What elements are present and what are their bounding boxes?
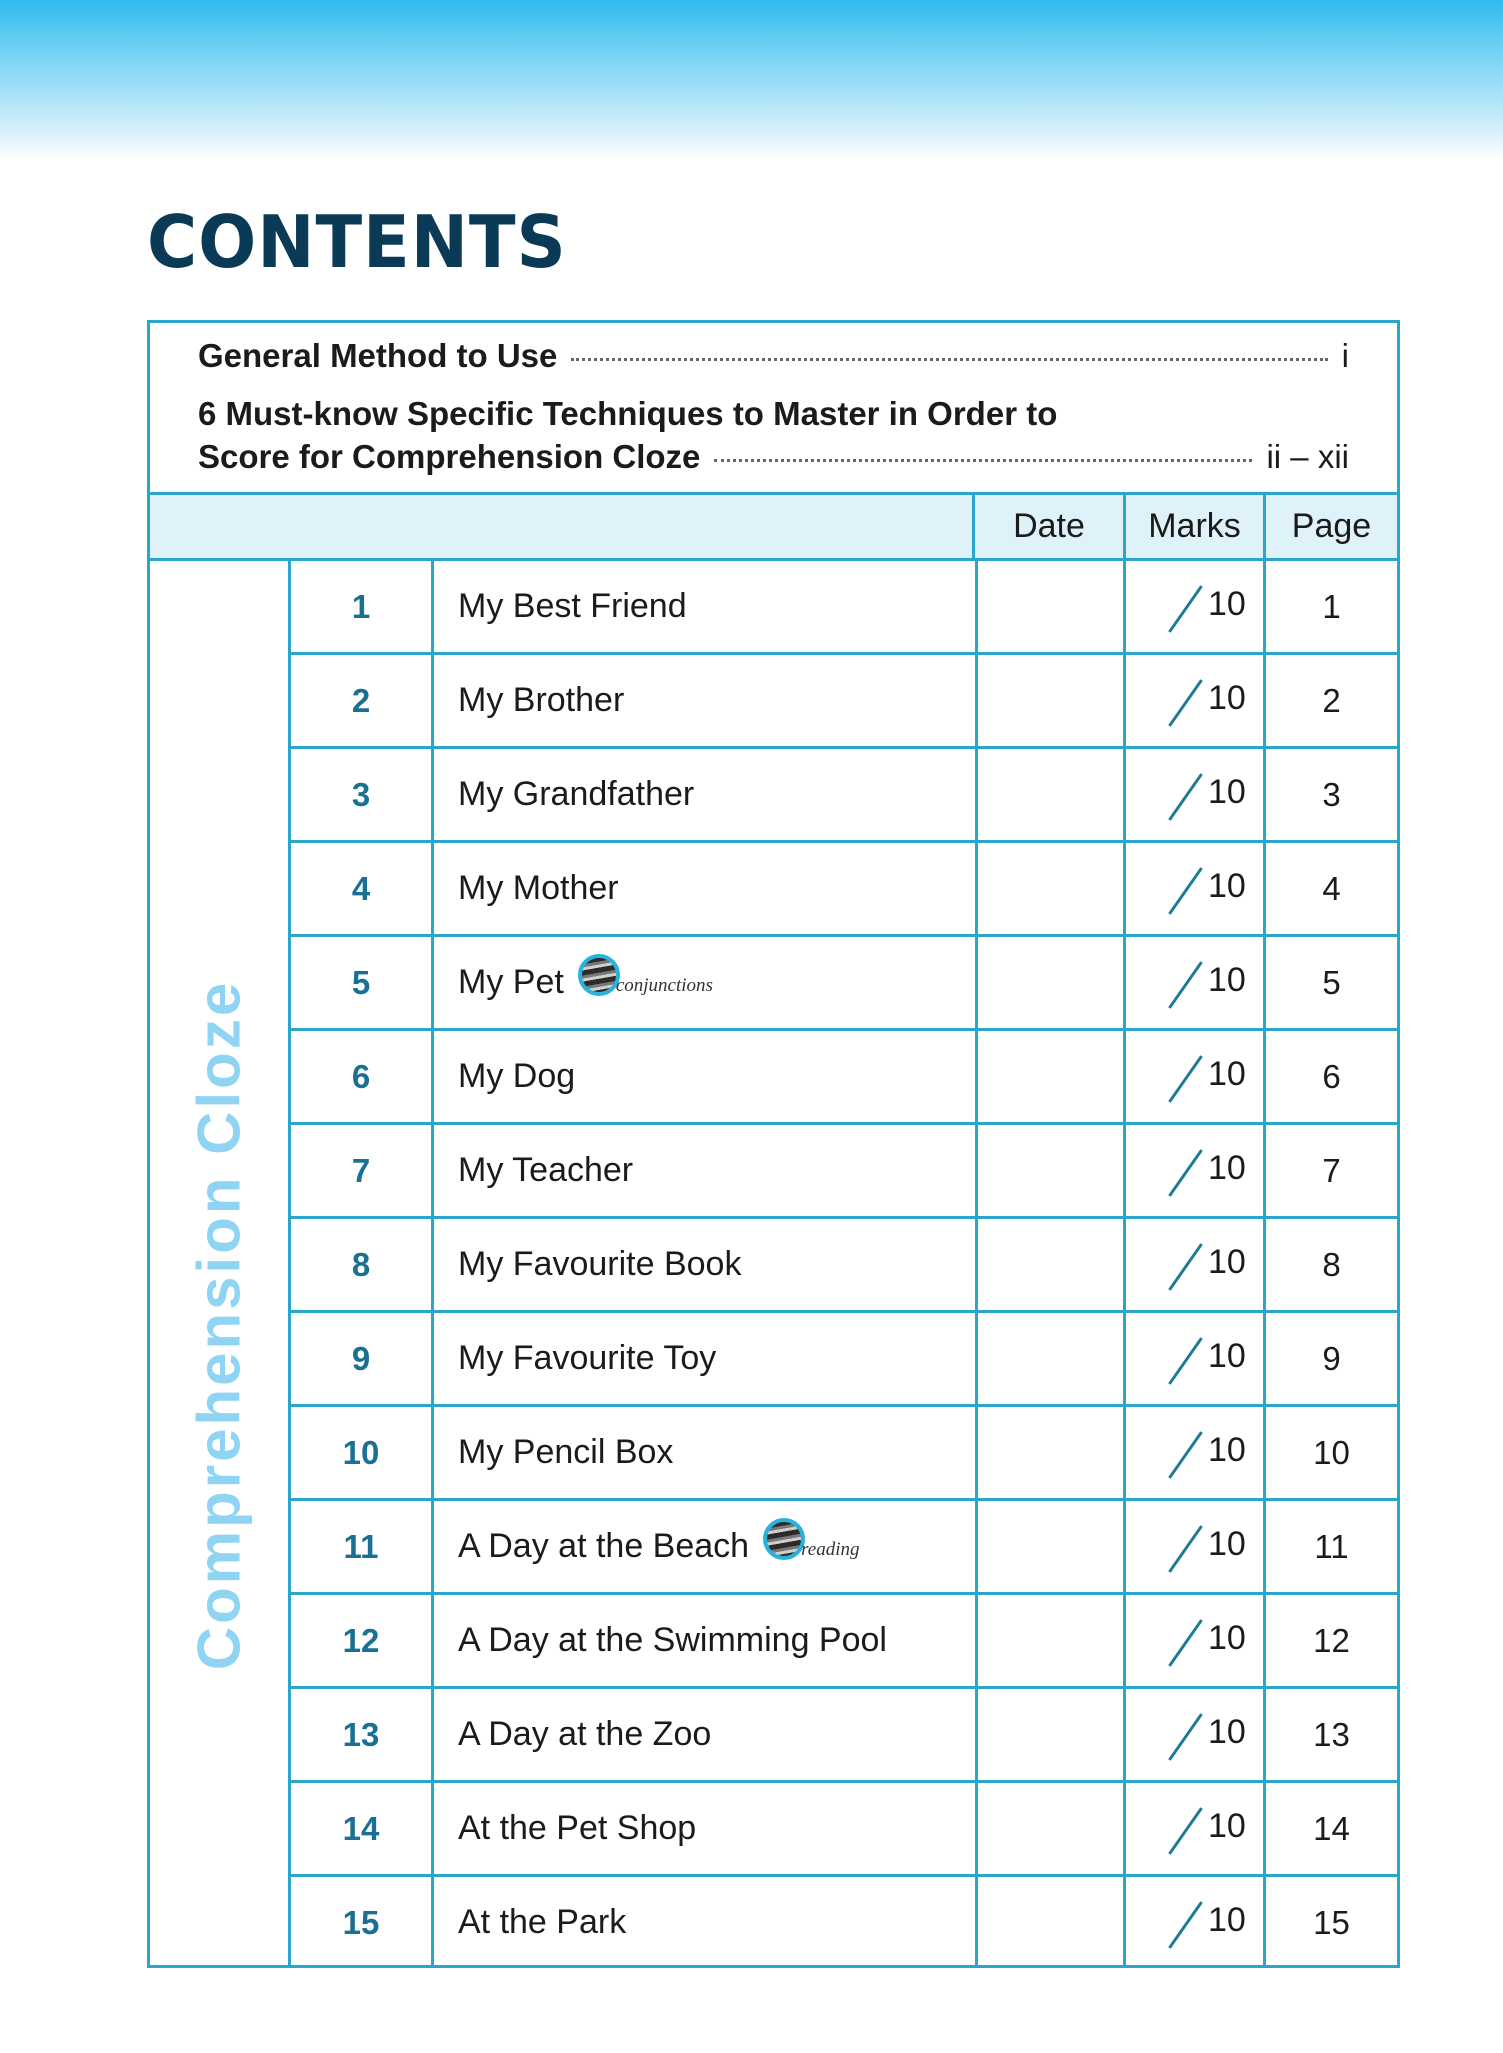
table-row[interactable] bbox=[291, 1125, 1397, 1219]
topic-badge bbox=[578, 954, 718, 1014]
table-row[interactable] bbox=[291, 1877, 1397, 1971]
row-title: My Teacher bbox=[458, 1151, 634, 1189]
date-field[interactable] bbox=[975, 1877, 1123, 1968]
slash-icon bbox=[1168, 1713, 1203, 1761]
row-title-cell bbox=[431, 1125, 975, 1216]
slash-icon bbox=[1168, 1337, 1203, 1385]
row-title: At the Pet Shop bbox=[458, 1809, 697, 1847]
row-number: 3 bbox=[351, 776, 371, 813]
intro-section bbox=[150, 323, 1397, 492]
column-header-marks: Marks bbox=[1123, 495, 1263, 558]
row-number: 14 bbox=[342, 1810, 380, 1847]
date-field[interactable] bbox=[975, 655, 1123, 746]
row-title: My Pet bbox=[458, 963, 564, 1001]
row-number: 15 bbox=[342, 1904, 380, 1941]
date-field[interactable] bbox=[975, 1219, 1123, 1310]
date-field[interactable] bbox=[975, 937, 1123, 1028]
row-title-cell bbox=[431, 1031, 975, 1122]
table-row[interactable] bbox=[291, 1031, 1397, 1125]
row-title: At the Park bbox=[458, 1903, 627, 1941]
table-row[interactable] bbox=[291, 561, 1397, 655]
marks-field[interactable] bbox=[1123, 1219, 1263, 1310]
row-title-cell bbox=[431, 937, 975, 1028]
table-body bbox=[291, 561, 1397, 1971]
date-field[interactable] bbox=[975, 843, 1123, 934]
table-row[interactable] bbox=[291, 843, 1397, 937]
slash-icon bbox=[1168, 1431, 1203, 1479]
row-page: 11 bbox=[1263, 1501, 1397, 1592]
slash-icon bbox=[1168, 1525, 1203, 1573]
marks-out-of: 10 bbox=[1208, 1807, 1246, 1845]
slash-icon bbox=[1168, 867, 1203, 915]
slash-icon bbox=[1168, 585, 1203, 633]
marks-field[interactable] bbox=[1123, 1313, 1263, 1404]
row-number: 13 bbox=[342, 1716, 380, 1753]
slash-icon bbox=[1168, 1619, 1203, 1667]
marks-field[interactable] bbox=[1123, 1783, 1263, 1874]
slash-icon bbox=[1168, 1055, 1203, 1103]
date-field[interactable] bbox=[975, 1407, 1123, 1498]
row-number: 9 bbox=[351, 1340, 371, 1377]
intro-item-general-method[interactable] bbox=[198, 337, 1349, 375]
contents-table bbox=[147, 320, 1400, 1968]
row-number: 5 bbox=[351, 964, 371, 1001]
marks-out-of: 10 bbox=[1208, 867, 1246, 905]
topic-badge bbox=[763, 1518, 903, 1578]
marks-out-of: 10 bbox=[1208, 1901, 1246, 1939]
row-title: My Brother bbox=[458, 681, 625, 719]
dot-leader bbox=[714, 459, 1252, 462]
row-title: My Favourite Book bbox=[458, 1245, 742, 1283]
date-field[interactable] bbox=[975, 749, 1123, 840]
slash-icon bbox=[1168, 1243, 1203, 1291]
row-number: 6 bbox=[351, 1058, 371, 1095]
row-title: My Pencil Box bbox=[458, 1433, 674, 1471]
date-field[interactable] bbox=[975, 561, 1123, 652]
table-row[interactable] bbox=[291, 1783, 1397, 1877]
row-page: 2 bbox=[1263, 655, 1397, 746]
header-gradient-band bbox=[0, 0, 1503, 160]
date-field[interactable] bbox=[975, 1313, 1123, 1404]
row-number: 7 bbox=[351, 1152, 371, 1189]
marks-field[interactable] bbox=[1123, 1501, 1263, 1592]
intro-item-techniques-line2[interactable] bbox=[198, 438, 1349, 476]
intro-item-page: i bbox=[1341, 337, 1349, 374]
marks-out-of: 10 bbox=[1208, 1525, 1246, 1563]
table-row[interactable] bbox=[291, 1501, 1397, 1595]
column-header-page: Page bbox=[1263, 495, 1397, 558]
row-title: My Grandfather bbox=[458, 775, 695, 813]
row-title: My Dog bbox=[458, 1057, 576, 1095]
intro-item-page: ii – xii bbox=[1266, 438, 1349, 475]
marks-out-of: 10 bbox=[1208, 773, 1246, 811]
marks-field[interactable] bbox=[1123, 655, 1263, 746]
row-page: 15 bbox=[1263, 1877, 1397, 1968]
row-page: 13 bbox=[1263, 1689, 1397, 1780]
row-title-cell bbox=[431, 1689, 975, 1780]
row-page: 9 bbox=[1263, 1313, 1397, 1404]
slash-icon bbox=[1168, 679, 1203, 727]
row-title: My Mother bbox=[458, 869, 619, 907]
table-row[interactable] bbox=[291, 655, 1397, 749]
row-number: 11 bbox=[343, 1528, 379, 1565]
table-row[interactable] bbox=[291, 937, 1397, 1031]
date-field[interactable] bbox=[975, 1689, 1123, 1780]
row-title: A Day at the Beach bbox=[458, 1527, 750, 1565]
marks-field[interactable] bbox=[1123, 1689, 1263, 1780]
row-title-cell bbox=[431, 561, 975, 652]
row-number: 1 bbox=[351, 588, 371, 625]
row-number: 4 bbox=[351, 870, 371, 907]
slash-icon bbox=[1168, 1901, 1203, 1949]
column-header-date: Date bbox=[972, 495, 1123, 558]
marks-field[interactable] bbox=[1123, 749, 1263, 840]
row-page: 8 bbox=[1263, 1219, 1397, 1310]
table-header-row bbox=[150, 492, 1397, 561]
marks-out-of: 10 bbox=[1208, 1713, 1246, 1751]
marks-field[interactable] bbox=[1123, 1407, 1263, 1498]
row-number: 8 bbox=[351, 1246, 371, 1283]
dot-leader bbox=[571, 358, 1327, 361]
row-title-cell bbox=[431, 843, 975, 934]
row-title-cell bbox=[431, 1595, 975, 1686]
row-title: A Day at the Swimming Pool bbox=[458, 1621, 887, 1659]
section-label-cell bbox=[150, 561, 291, 1965]
marks-field[interactable] bbox=[1123, 937, 1263, 1028]
row-number: 2 bbox=[351, 682, 371, 719]
section-label: Comprehension Cloze bbox=[185, 979, 253, 1671]
page-title: CONTENTS bbox=[147, 200, 567, 284]
marks-out-of: 10 bbox=[1208, 679, 1246, 717]
marks-field[interactable] bbox=[1123, 843, 1263, 934]
row-page: 3 bbox=[1263, 749, 1397, 840]
row-title: A Day at the Zoo bbox=[458, 1715, 712, 1753]
table-row[interactable] bbox=[291, 1689, 1397, 1783]
row-title-cell bbox=[431, 749, 975, 840]
row-page: 14 bbox=[1263, 1783, 1397, 1874]
row-title: My Favourite Toy bbox=[458, 1339, 717, 1377]
marks-out-of: 10 bbox=[1208, 1055, 1246, 1093]
topic-badge-label: reading bbox=[801, 1539, 860, 1561]
slash-icon bbox=[1168, 1149, 1203, 1197]
row-page: 10 bbox=[1263, 1407, 1397, 1498]
table-row[interactable] bbox=[291, 1313, 1397, 1407]
date-field[interactable] bbox=[975, 1595, 1123, 1686]
book-stack-icon bbox=[763, 1518, 805, 1560]
slash-icon bbox=[1168, 961, 1203, 1009]
table-row[interactable] bbox=[291, 1595, 1397, 1689]
table-row[interactable] bbox=[291, 1219, 1397, 1313]
row-number: 10 bbox=[342, 1434, 380, 1471]
row-page: 6 bbox=[1263, 1031, 1397, 1122]
table-row[interactable] bbox=[291, 749, 1397, 843]
row-page: 1 bbox=[1263, 561, 1397, 652]
marks-field[interactable] bbox=[1123, 1595, 1263, 1686]
row-title-cell bbox=[431, 1501, 975, 1592]
marks-out-of: 10 bbox=[1208, 961, 1246, 999]
slash-icon bbox=[1168, 773, 1203, 821]
row-page: 4 bbox=[1263, 843, 1397, 934]
row-title: My Best Friend bbox=[458, 587, 687, 625]
date-field[interactable] bbox=[975, 1501, 1123, 1592]
marks-out-of: 10 bbox=[1208, 1149, 1246, 1187]
book-stack-icon bbox=[578, 954, 620, 996]
row-title-cell bbox=[431, 655, 975, 746]
intro-item-label: Score for Comprehension Cloze bbox=[198, 438, 701, 475]
intro-item-label: 6 Must-know Specific Techniques to Master in Order to bbox=[198, 395, 1058, 432]
marks-out-of: 10 bbox=[1208, 1337, 1246, 1375]
row-title-cell bbox=[431, 1219, 975, 1310]
date-field[interactable] bbox=[975, 1783, 1123, 1874]
row-number: 12 bbox=[342, 1622, 380, 1659]
marks-field[interactable] bbox=[1123, 1877, 1263, 1968]
row-page: 5 bbox=[1263, 937, 1397, 1028]
marks-out-of: 10 bbox=[1208, 1431, 1246, 1469]
marks-out-of: 10 bbox=[1208, 1243, 1246, 1281]
intro-item-techniques-line1[interactable] bbox=[198, 395, 1349, 433]
date-field[interactable] bbox=[975, 1031, 1123, 1122]
row-page: 12 bbox=[1263, 1595, 1397, 1686]
marks-out-of: 10 bbox=[1208, 1619, 1246, 1657]
table-row[interactable] bbox=[291, 1407, 1397, 1501]
slash-icon bbox=[1168, 1807, 1203, 1855]
marks-field[interactable] bbox=[1123, 1125, 1263, 1216]
row-title-cell bbox=[431, 1783, 975, 1874]
row-title-cell bbox=[431, 1313, 975, 1404]
row-page: 7 bbox=[1263, 1125, 1397, 1216]
row-title-cell bbox=[431, 1407, 975, 1498]
marks-out-of: 10 bbox=[1208, 585, 1246, 623]
date-field[interactable] bbox=[975, 1125, 1123, 1216]
row-title-cell bbox=[431, 1877, 975, 1968]
intro-item-label: General Method to Use bbox=[198, 337, 558, 374]
marks-field[interactable] bbox=[1123, 561, 1263, 652]
topic-badge-label: conjunctions bbox=[615, 975, 713, 997]
marks-field[interactable] bbox=[1123, 1031, 1263, 1122]
